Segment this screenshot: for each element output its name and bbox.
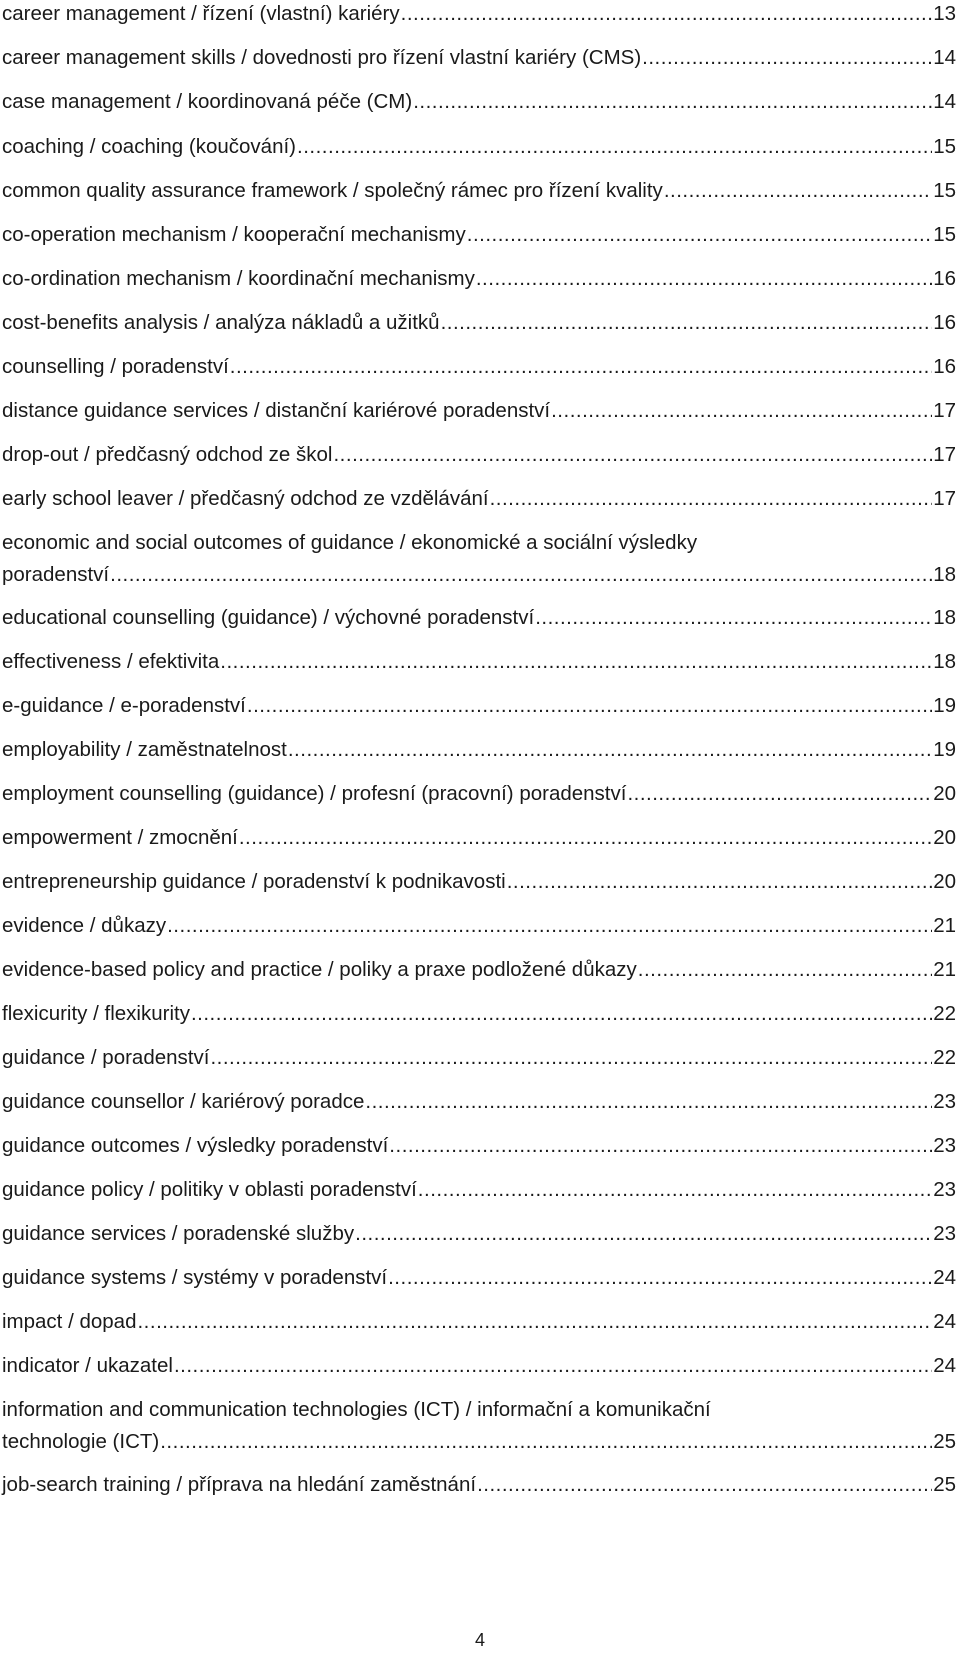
dot-leader (418, 1174, 932, 1206)
dot-leader (467, 219, 932, 251)
toc-entry[interactable] (2, 86, 956, 118)
toc-entry-page: 16 (933, 267, 956, 290)
dot-leader (535, 602, 932, 634)
toc-entry-page: 15 (933, 179, 956, 202)
toc-entry[interactable] (2, 395, 956, 427)
toc-entry-title: empowerment / zmocnění (2, 826, 238, 849)
toc-entry-title: guidance services / poradenské služby (2, 1222, 355, 1245)
toc-entry[interactable] (2, 954, 956, 986)
dot-leader (507, 866, 932, 898)
toc-entry-page: 16 (933, 355, 956, 378)
toc-entry-title: case management / koordinovaná péče (CM) (2, 90, 413, 113)
toc-entry-page: 20 (933, 782, 956, 805)
toc-entry[interactable] (2, 483, 956, 515)
toc-entry-page: 20 (933, 870, 956, 893)
toc-entry[interactable] (2, 1469, 956, 1501)
dot-leader (401, 0, 933, 30)
toc-entry[interactable] (2, 219, 956, 251)
toc-entry-title-continued: technologie (ICT) (2, 1430, 160, 1453)
toc-entry-title: entrepreneurship guidance / poradenství k podnikavosti (2, 870, 506, 893)
toc-entry[interactable] (2, 1394, 956, 1458)
toc-entry-page: 18 (933, 606, 956, 629)
toc-entry-page: 23 (933, 1134, 956, 1157)
dot-leader (239, 822, 932, 854)
toc-entry-title: indicator / ukazatel (2, 1354, 173, 1377)
toc-entry-title: job-search training / příprava na hledání zaměstnání (2, 1473, 477, 1496)
toc-entry-page: 21 (933, 914, 956, 937)
dot-leader (627, 778, 932, 810)
toc-entry-title: e-guidance / e-poradenství (2, 694, 246, 717)
dot-leader (551, 395, 932, 427)
toc-entry[interactable] (2, 822, 956, 854)
dot-leader (441, 307, 933, 339)
dot-leader (365, 1086, 932, 1118)
toc-entry-page: 25 (933, 1473, 956, 1496)
toc-entry-title: employment counselling (guidance) / profesní (pracovní) poradenství (2, 782, 627, 805)
dot-leader (167, 910, 932, 942)
toc-entry[interactable] (2, 0, 956, 30)
dot-leader (476, 263, 932, 295)
dot-leader (288, 734, 932, 766)
toc-entry-page: 22 (933, 1002, 956, 1025)
toc-entry[interactable] (2, 1262, 956, 1294)
toc-entry-title: counselling / poradenství (2, 355, 229, 378)
dot-leader (191, 998, 932, 1030)
toc-entry-title: evidence-based policy and practice / poliky a praxe podložené důkazy (2, 958, 637, 981)
dot-leader (664, 175, 932, 207)
toc-entry-title: cost-benefits analysis / analýza nákladů a užitků (2, 311, 440, 334)
toc-entry[interactable] (2, 351, 956, 383)
dot-leader (110, 559, 932, 591)
toc-entry[interactable] (2, 42, 956, 74)
dot-leader (220, 646, 932, 678)
toc-entry-page: 23 (933, 1222, 956, 1245)
toc-entry-title: common quality assurance framework / společný rámec pro řízení kvality (2, 179, 663, 202)
toc-entry-page: 16 (933, 311, 956, 334)
toc-entry-page: 14 (933, 46, 956, 69)
toc-entry-title: drop-out / předčasný odchod ze škol (2, 443, 333, 466)
toc-entry[interactable] (2, 175, 956, 207)
toc-entry-page: 19 (933, 738, 956, 761)
toc-entry-title: employability / zaměstnatelnost (2, 738, 287, 761)
dot-leader (355, 1218, 932, 1250)
toc-entry[interactable] (2, 778, 956, 810)
dot-leader (413, 86, 932, 118)
toc-entry-title: career management / řízení (vlastní) kariéry (2, 2, 400, 25)
toc-entry[interactable] (2, 527, 956, 591)
dot-leader (333, 439, 932, 471)
toc-entry-title: distance guidance services / distanční kariérové poradenství (2, 399, 551, 422)
toc-entry-page: 24 (933, 1266, 956, 1289)
toc-entry[interactable] (2, 1350, 956, 1382)
toc-entry[interactable] (2, 1218, 956, 1250)
toc-entry-page: 25 (933, 1430, 956, 1453)
toc-entry[interactable] (2, 1130, 956, 1162)
toc-entry-title: evidence / důkazy (2, 914, 167, 937)
toc-entry-page: 22 (933, 1046, 956, 1069)
dot-leader (477, 1469, 932, 1501)
toc-entry[interactable] (2, 998, 956, 1030)
toc-entry[interactable] (2, 1086, 956, 1118)
toc-entry-title: impact / dopad (2, 1310, 137, 1333)
dot-leader (297, 131, 932, 163)
dot-leader (638, 954, 932, 986)
toc-entry[interactable] (2, 910, 956, 942)
toc-entry[interactable] (2, 602, 956, 634)
toc-entry[interactable] (2, 1042, 956, 1074)
toc-entry-title: guidance / poradenství (2, 1046, 210, 1069)
toc-entry-title: educational counselling (guidance) / výchovné poradenství (2, 606, 535, 629)
toc-entry-page: 17 (933, 443, 956, 466)
toc-entry-page: 20 (933, 826, 956, 849)
toc-entry-title: guidance counsellor / kariérový poradce (2, 1090, 365, 1113)
dot-leader (389, 1130, 932, 1162)
toc-entry-page: 24 (933, 1354, 956, 1377)
toc-entry[interactable] (2, 263, 956, 295)
toc-entry-page: 17 (933, 399, 956, 422)
toc-entry-page: 23 (933, 1090, 956, 1113)
toc-entry[interactable] (2, 690, 956, 722)
toc-entry-page: 13 (933, 2, 956, 25)
toc-entry-title: guidance policy / politiky v oblasti poradenství (2, 1178, 417, 1201)
toc-entry-title: co-operation mechanism / kooperační mechanismy (2, 223, 466, 246)
toc-entry-page: 17 (933, 487, 956, 510)
toc-entry-page: 23 (933, 1178, 956, 1201)
toc-entry[interactable] (2, 734, 956, 766)
dot-leader (247, 690, 932, 722)
toc-entry-page: 15 (933, 135, 956, 158)
dot-leader (137, 1306, 932, 1338)
toc-entry-title: guidance outcomes / výsledky poradenství (2, 1134, 389, 1157)
toc-entry-page: 19 (933, 694, 956, 717)
toc-entry[interactable] (2, 439, 956, 471)
toc-entry-title: coaching / coaching (koučování) (2, 135, 297, 158)
toc-entry-page: 18 (933, 563, 956, 586)
toc-entry-page: 14 (933, 90, 956, 113)
toc-entry[interactable] (2, 131, 956, 163)
toc-entry-title-continued: poradenství (2, 563, 110, 586)
toc-entry-page: 21 (933, 958, 956, 981)
toc-entry[interactable] (2, 1306, 956, 1338)
toc-entry-title: economic and social outcomes of guidance / ekonomické a sociální výsledky (2, 531, 698, 554)
toc-entry-title: co-ordination mechanism / koordinační mechanismy (2, 267, 475, 290)
dot-leader (490, 483, 933, 515)
toc-entry-page: 15 (933, 223, 956, 246)
toc-entry-title: career management skills / dovednosti pro řízení vlastní kariéry (CMS) (2, 46, 642, 69)
dot-leader (230, 351, 932, 383)
toc-entry[interactable] (2, 866, 956, 898)
dot-leader (642, 42, 932, 74)
dot-leader (160, 1426, 932, 1458)
dot-leader (388, 1262, 932, 1294)
dot-leader (174, 1350, 932, 1382)
dot-leader (210, 1042, 932, 1074)
page-number: 4 (474, 1630, 485, 1650)
toc-entry-title: information and communication technologies (ICT) / informační a komunikační (2, 1398, 711, 1421)
toc-entry[interactable] (2, 1174, 956, 1206)
toc-entry-title: guidance systems / systémy v poradenství (2, 1266, 388, 1289)
toc-entry-page: 18 (933, 650, 956, 673)
toc-entry[interactable] (2, 646, 956, 678)
toc-entry-title: flexicurity / flexikurity (2, 1002, 190, 1025)
toc-entry-title: early school leaver / předčasný odchod ze vzdělávání (2, 487, 489, 510)
toc-entry[interactable] (2, 307, 956, 339)
toc-entry-title: effectiveness / efektivita (2, 650, 220, 673)
toc-entry-page: 24 (933, 1310, 956, 1333)
